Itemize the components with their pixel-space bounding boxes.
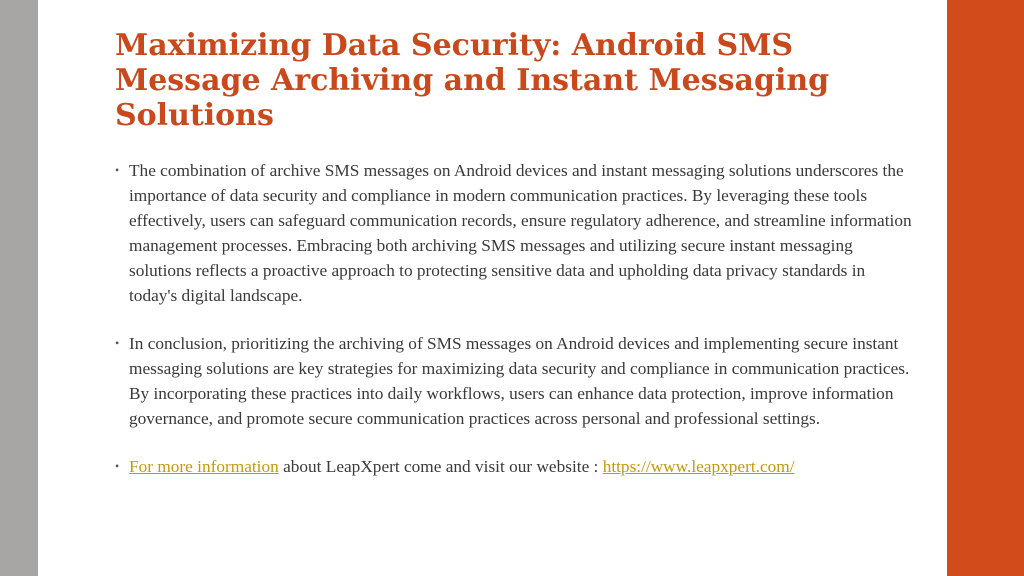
more-information-link[interactable]: For more information	[129, 457, 279, 476]
bullet-icon: •	[115, 459, 120, 473]
bullet-item	[115, 331, 915, 431]
bullet-item	[115, 454, 915, 479]
bullet-text: about LeapXpert come and visit our website :	[278, 457, 603, 476]
website-link[interactable]: https://www.leapxpert.com/	[602, 457, 795, 476]
bullet-text: In conclusion, prioritizing the archiving of SMS messages on Android devices and implementing secure instant messaging solutions are key strategies for maximizing data security and compliance in communication practices. By incorporating these practices into daily workflows, users can enhance data protection, improve information governance, and promote secure communication practices across personal and professional settings.	[129, 334, 910, 428]
left-decorative-bar	[0, 0, 38, 576]
bullet-icon: •	[115, 163, 120, 177]
bullet-list	[115, 158, 915, 502]
bullet-icon: •	[115, 336, 120, 350]
right-accent-bar	[947, 0, 1024, 576]
bullet-item	[115, 158, 915, 308]
bullet-text: The combination of archive SMS messages on Android devices and instant messaging solutions underscores the importance of data security and compliance in modern communication practices. By leveraging these tools effectively, users can safeguard communication records, ensure regulatory adherence, and streamline information management processes. Embracing both archiving SMS messages and utilizing secure instant messaging solutions reflects a proactive approach to protecting sensitive data and upholding data privacy standards in today's digital landscape.	[129, 161, 912, 305]
slide-title: Maximizing Data Security: Android SMS Message Archiving and Instant Messaging Solutions	[115, 28, 830, 133]
